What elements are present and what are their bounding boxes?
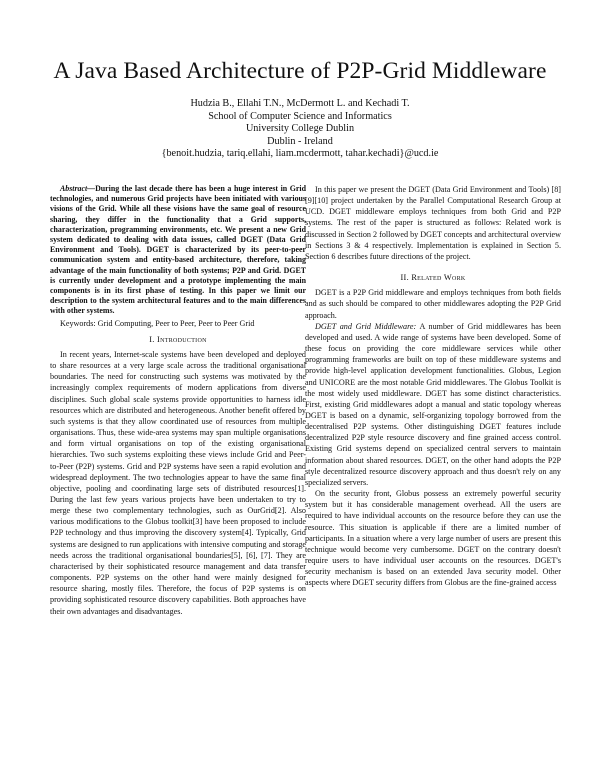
related-work-paragraph-2 bbox=[305, 321, 561, 488]
abstract-lead: Abstract— bbox=[60, 184, 96, 193]
paper-title: A Java Based Architecture of P2P-Grid Middleware bbox=[53, 58, 547, 84]
keywords: Keywords: Grid Computing, Peer to Peer, Peer to Peer Grid bbox=[60, 318, 255, 328]
section-title: Introduction bbox=[157, 334, 207, 344]
author-block bbox=[0, 98, 600, 161]
right-column bbox=[305, 184, 561, 588]
author-names: Hudzia B., Ellahi T.N., McDermott L. and Kechadi T. bbox=[190, 98, 410, 109]
affiliation-university: University College Dublin bbox=[245, 123, 355, 135]
paragraph-lead: DGET and Grid Middleware: bbox=[315, 321, 417, 331]
abstract-body: During the last decade there has been a huge interest in Grid technologies, and numerous Grid projects have been initiated with various visions of the Grid. While all these visions have the same goal of resource sharing, they differ in the functionality that a Grid supports, characterization, programming environments, etc. We present a new Grid system dedicated to dealing with data issues, called DGET (Data Grid Environment and Tools). DGET is characterized by its peer-to-peer communication system and entity-based architecture, therefore, taking advantage of the main functionality of both systems; P2P and Grid. DGET is currently under development and a prototype implementing the main components is in its first phase of testing. In this paper we limit our description to the system architectural features and to the main differences with other systems. bbox=[50, 184, 306, 316]
author-emails: {benoit.hudzia, tariq.ellahi, liam.mcdermott, tahar.kechadi}@ucd.ie bbox=[161, 148, 439, 160]
related-work-paragraph-3: On the security front, Globus possess an extremely powerful security system but it has considerable management overhead. All the users are required to have individual accounts on the resource before they can use the resource. This situation is applicable if there are a limited number of participants. In a situation where a very large number of users are present this technique would become very cumbersome. DGET on the contrary doesn't require users to have individual user accounts on the resources. DGET's security mechanism is based on an extended Java security model. Other aspects where DGET security differs from Globus are the fine-grained access bbox=[305, 489, 561, 588]
section-title: Related Work bbox=[411, 273, 466, 283]
affiliation-city: Dublin - Ireland bbox=[267, 135, 333, 147]
abstract bbox=[50, 184, 306, 317]
section-number: I. bbox=[149, 334, 155, 344]
related-work-paragraph-1: DGET is a P2P Grid middleware and employs techniques from both fields and as such should be compared to other middlewares adopting the P2P Grid approach. bbox=[305, 288, 561, 320]
section-heading-related-work bbox=[305, 272, 561, 283]
section-number: II. bbox=[400, 273, 409, 283]
section-heading-introduction bbox=[50, 334, 306, 345]
left-column bbox=[50, 184, 306, 617]
intro-paragraph-2: In this paper we present the DGET (Data Grid Environment and Tools) [8][9][10] project undertaken by the Parallel Computational Research Group at UCD. DGET middleware employs techniques from both Grid and P2P systems. The rest of the paper is structured as follows: Related work is discussed in Section 2 followed by DGET concepts and architectural overview in Sections 3 & 4 respectively. Implementation is explained in Section 5. Section 6 describes future directions of the project. bbox=[305, 185, 561, 261]
intro-paragraph-1: In recent years, Internet-scale systems have been developed and deployed to share resources at a very large scale across the traditional organisational boundaries. The need for constructing such systems was motivated by the increasingly complex requirements of modern applications from diverse disciplines. Such global scale systems provide opportunities to harness idle resources which are distributed and heterogeneous. Another benefit offered by such systems is that they allow coordinated use of resources from multiple organisations. Thus, these wide-area systems may span multiple organisations and form virtual organisations on top of the existing organisational hierarchies. Two such systems exploiting these views include Grid and Peer-to-Peer (P2P) systems. Grid and P2P systems have seen a rapid evolution and widespread deployment. The two technologies appear to have the same final objective, pooling and coordinating large sets of distributed resources[1]. During the last few years various projects have been undertaken to try to merge these two complementary technologies, such as OurGrid[2]. Also various modifications to the Globus toolkit[3] have been proposed to include P2P technology and thus improving the discovery system[4]. Typically, Grid systems are designed to run applications with intensive computing and storage needs across the traditional organisational boundaries[5], [6], [7]. They are characterised by their sophisticated resource management and data transfer components. P2P systems on the other hand were mainly designed for resource sharing, mostly files. Therefore, the focus of P2P systems is on providing sophisticated resource discovery capabilities. Both approaches have their own advantages and disadvantages. bbox=[50, 349, 306, 616]
affiliation-school: School of Computer Science and Informatics bbox=[208, 110, 392, 122]
paragraph-body: A number of Grid middlewares has been developed and used. A wide range of systems have been developed. Some of these focus on providing the core middleware services while other programming frameworks are built on top of these middleware systems and provide high-level application development functionalities. Globus, Legion and UNICORE are the most notable Grid middlewares. The Globus Toolkit is the most widely used middleware. DGET has some distinct characteristics. First, existing Grid middlewares adopt a manual and static topology whereas DGET is based on a dynamic, self-organizing topology borrowed from the decentralised P2P systems. Other distinguishing DGET features include decentralized P2P style resource discovery and fine grained access control. Existing Grid systems depend on specialized central servers to maintain information about shared resources. DGET, on the other hand adopts the P2P style decentralized resource discovery approach and thus doesn't rely on any specialized servers. bbox=[305, 321, 561, 487]
